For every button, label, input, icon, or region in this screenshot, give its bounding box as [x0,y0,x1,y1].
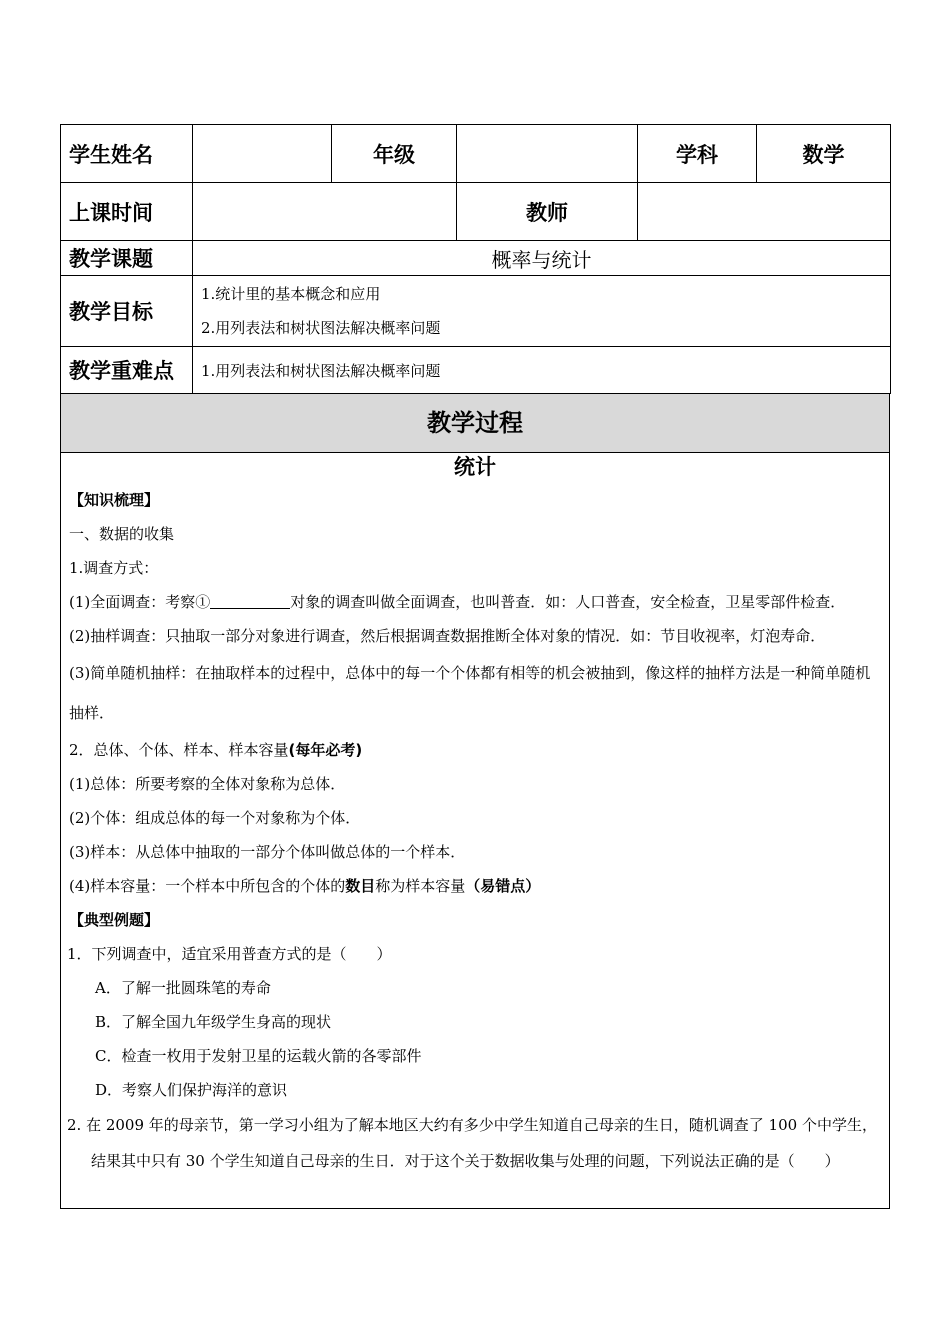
goal-label: 教学目标 [61,276,193,347]
option-b[interactable]: B．了解全国九年级学生身高的现状 [95,1013,332,1031]
population-def: (1)总体：所要考察的全体对象称为总体． [69,775,346,793]
grade-label: 年级 [332,125,457,183]
random-sampling: (3)简单随机抽样：在抽取样本的过程中，总体中的每一个个体都有相等的机会被抽到，像这样的抽样方法是一种简单随机抽样． [69,664,871,722]
teacher-value[interactable] [638,183,891,241]
sample-survey: (2)抽样调查：只抽取一部分对象进行调查，然后根据调查数据推断全体对象的情况．如：节目收视率，灯泡寿命． [69,627,826,645]
full-survey [61,585,889,619]
part-heading: 一、数据的收集 [69,525,175,543]
goal-item: 1.统计里的基本概念和应用 [201,285,381,303]
answer-blank[interactable] [210,592,290,609]
concepts-text: 2．总体、个体、样本、样本容量 [69,741,289,759]
option-c[interactable]: C．检查一枚用于发射卫星的运载火箭的各零部件 [95,1047,422,1065]
concepts-note: (每年必考) [288,741,363,759]
key-points-value: 1.用列表法和树状图法解决概率问题 [193,347,891,394]
question-2: 2. 在 2009 年的母亲节，第一学习小组为了解本地区大约有多少中学生知道自己母亲的生日，随机调查了 100 个中学生，结果其中只有 30 个学生知道自己母亲的生日．对于这个关于数据收集与处理的问题，下列说法正确的是（ ） [67,1116,877,1170]
class-time-value[interactable] [193,183,457,241]
key-points-label: 教学重难点 [61,347,193,394]
sample-size-text-cont: 称为样本容量 [375,877,466,895]
sample-size-keyword: 数目 [345,877,376,895]
sample-size-note: （易错点） [465,877,541,895]
teacher-label: 教师 [457,183,638,241]
section-title: 统计 [454,455,496,479]
goal-list [193,276,891,347]
topic-value: 概率与统计 [193,241,891,276]
goal-item: 2.用列表法和树状图法解决概率问题 [201,319,441,337]
question-1: 1．下列调查中，适宜采用普查方式的是（ ） [67,945,392,963]
option-d[interactable]: D．考察人们保护海洋的意识 [95,1081,288,1099]
full-survey-text: (1)全面调查：考察① [69,593,211,611]
content-area [60,453,890,1209]
sample-size-def [61,869,889,903]
survey-methods: 1.调查方式： [69,559,159,577]
concepts-heading [61,733,889,767]
topic-label: 教学课题 [61,241,193,276]
subject-label: 学科 [638,125,757,183]
individual-def: (2)个体：组成总体的每一个对象称为个体． [69,809,361,827]
student-name-label: 学生姓名 [61,125,193,183]
sample-def: (3)样本：从总体中抽取的一部分个体叫做总体的一个样本． [69,843,466,861]
header-table [60,124,891,394]
subject-value: 数学 [757,125,891,183]
class-time-label: 上课时间 [61,183,193,241]
sample-size-text: (4)样本容量：一个样本中所包含的个体的 [69,877,346,895]
lesson-plan [60,124,890,1209]
option-a[interactable]: A．了解一批圆珠笔的寿命 [95,979,271,997]
examples-heading: 【典型例题】 [69,911,160,929]
process-banner: 教学过程 [60,394,890,453]
student-name-value[interactable] [193,125,332,183]
full-survey-text-cont: 对象的调查叫做全面调查，也叫普查．如：人口普查，安全检查，卫星零部件检查． [290,593,846,611]
grade-value[interactable] [457,125,638,183]
knowledge-heading: 【知识梳理】 [69,491,160,509]
